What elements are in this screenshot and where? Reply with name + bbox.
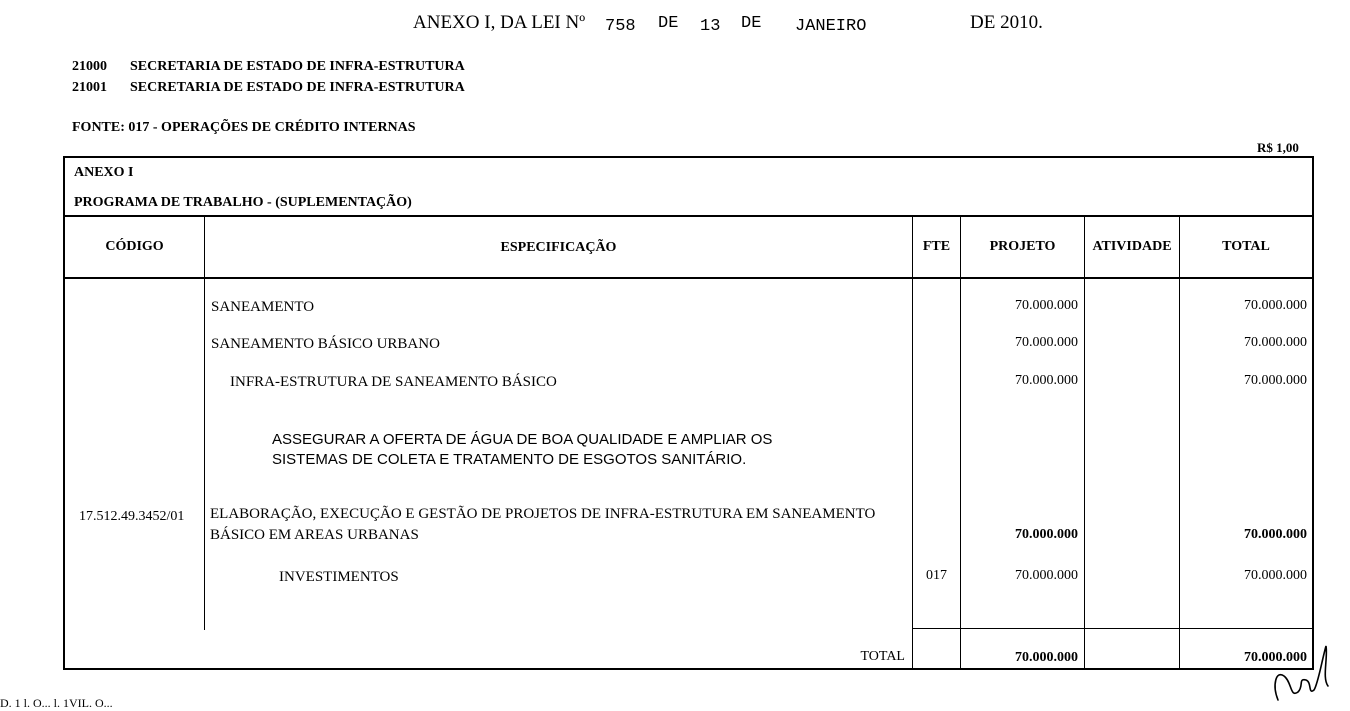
investimentos-label: INVESTIMENTOS xyxy=(279,569,399,585)
footer-total-label: TOTAL xyxy=(860,649,905,664)
row-saneamento-projeto: 70.000.000 xyxy=(1015,298,1078,313)
row-saneamento-label: SANEAMENTO xyxy=(211,299,315,315)
title-de-2: DE xyxy=(741,14,762,33)
col-projeto: PROJETO xyxy=(989,239,1056,254)
action-line-1: ELABORAÇÃO, EXECUÇÃO E GESTÃO DE PROJETOS DE INFRA-ESTRUTURA EM SANEAMENTO xyxy=(210,506,876,522)
col-atividade: ATIVIDADE xyxy=(1092,239,1172,254)
law-year: DE 2010. xyxy=(970,12,1043,33)
program-label: PROGRAMA DE TRABALHO - (SUPLEMENTAÇÃO) xyxy=(74,195,412,210)
action-total: 70.000.000 xyxy=(1244,527,1307,542)
handwritten-signature xyxy=(1268,640,1338,703)
footer-total-total: 70.000.000 xyxy=(1244,650,1307,665)
currency-unit: R$ 1,00 xyxy=(1257,140,1299,155)
row-saneamento-total: 70.000.000 xyxy=(1244,298,1307,313)
investimentos-total: 70.000.000 xyxy=(1244,568,1307,583)
action-code: 17.512.49.3452/01 xyxy=(79,509,185,524)
bottom-partial-text: D. 1 l. O... l. 1VIL. O... xyxy=(0,696,113,710)
col-fte: FTE xyxy=(922,239,951,254)
org-code-2: 21001 xyxy=(72,80,107,95)
title-prefix: ANEXO I, DA LEI Nº xyxy=(413,12,586,33)
objective-line-1: ASSEGURAR A OFERTA DE ÁGUA DE BOA QUALIDADE E AMPLIAR OS xyxy=(272,431,773,448)
law-day: 13 xyxy=(700,17,721,36)
action-projeto: 70.000.000 xyxy=(1015,527,1078,542)
title-de-1: DE xyxy=(658,14,679,33)
org-name-1: SECRETARIA DE ESTADO DE INFRA-ESTRUTURA xyxy=(130,59,465,74)
annex-label: ANEXO I xyxy=(74,165,134,180)
org-code-1: 21000 xyxy=(72,59,107,74)
col-codigo: CÓDIGO xyxy=(105,239,164,254)
row-basico-urbano-label: SANEAMENTO BÁSICO URBANO xyxy=(211,336,440,352)
row-basico-urbano-projeto: 70.000.000 xyxy=(1015,335,1078,350)
col-especificacao: ESPECIFICAÇÃO xyxy=(500,240,617,255)
row-basico-urbano-total: 70.000.000 xyxy=(1244,335,1307,350)
law-number: 758 xyxy=(605,17,636,36)
action-line-2: BÁSICO EM AREAS URBANAS xyxy=(210,527,419,543)
fonte-line: FONTE: 017 - OPERAÇÕES DE CRÉDITO INTERNAS xyxy=(72,120,416,135)
investimentos-projeto: 70.000.000 xyxy=(1015,568,1078,583)
law-month: JANEIRO xyxy=(795,17,867,36)
row-infra-projeto: 70.000.000 xyxy=(1015,373,1078,388)
objective-line-2: SISTEMAS DE COLETA E TRATAMENTO DE ESGOTOS SANITÁRIO. xyxy=(272,451,747,468)
row-infra-total: 70.000.000 xyxy=(1244,373,1307,388)
row-infra-label: INFRA-ESTRUTURA DE SANEAMENTO BÁSICO xyxy=(230,374,557,390)
footer-total-projeto: 70.000.000 xyxy=(1015,650,1078,665)
investimentos-fte: 017 xyxy=(926,568,947,583)
org-name-2: SECRETARIA DE ESTADO DE INFRA-ESTRUTURA xyxy=(130,80,465,95)
col-total: TOTAL xyxy=(1222,239,1270,254)
